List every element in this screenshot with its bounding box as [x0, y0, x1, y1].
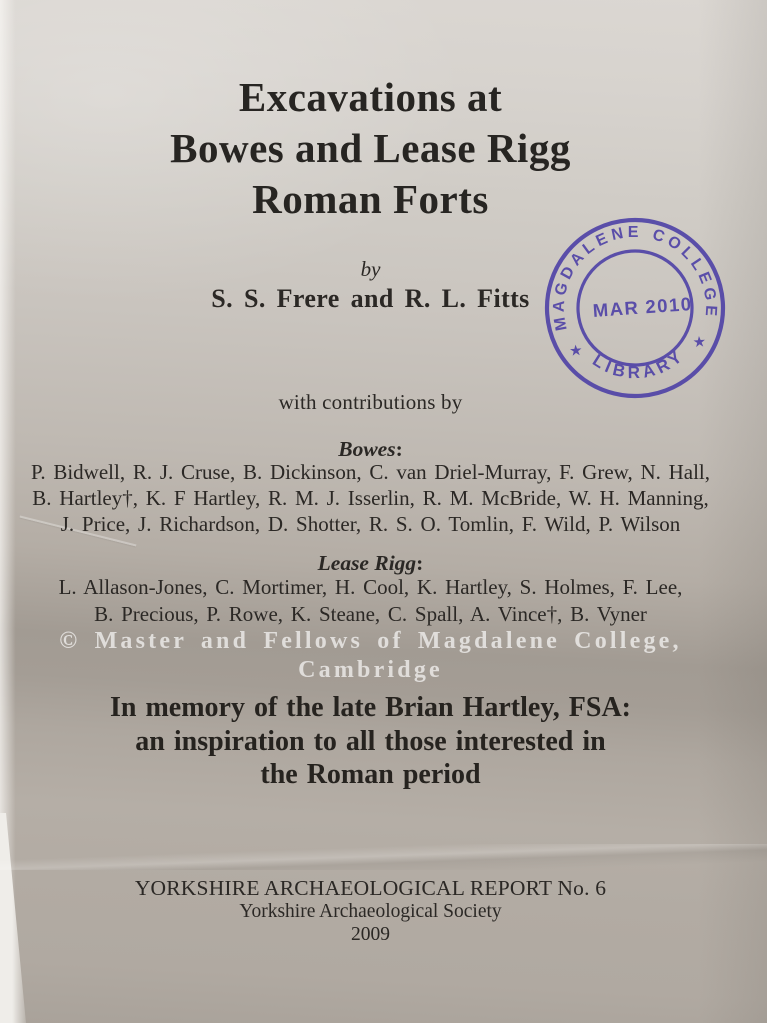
bowes-contributors-line-3: J. Price, J. Richardson, D. Shotter, R. S. O. Tomlin, F. Wild, P. Wilson: [60, 511, 681, 536]
lease-rigg-contributors-line-2: B. Precious, P. Rowe, K. Steane, C. Spall, A. Vince†, B. Vyner: [94, 601, 647, 626]
lease-rigg-heading-name: Lease Rigg: [317, 551, 417, 575]
dedication: [0, 691, 741, 792]
bowes-contributors-line-1: P. Bidwell, R. J. Cruse, B. Dickinson, C. van Driel-Murray, F. Grew, N. Hall,: [30, 460, 711, 484]
stamp-bottom-arc-text: [588, 344, 690, 385]
lease-rigg-heading-colon: :: [416, 551, 424, 575]
copyright-watermark-line-2: Cambridge: [298, 657, 443, 683]
book-title: [0, 72, 741, 225]
bowes-contributors: [0, 460, 741, 537]
imprint-year: 2009: [351, 924, 390, 945]
bowes-heading-name: Bowes: [338, 437, 396, 461]
bowes-contributors-line-2: B. Hartley†, K. F Hartley, R. M. J. Isserlin, R. M. McBride, W. H. Manning,: [32, 485, 709, 510]
imprint-series: YORKSHIRE ARCHAEOLOGICAL REPORT No. 6: [134, 876, 607, 900]
dedication-line-1: In memory of the late Brian Hartley, FSA:: [109, 692, 632, 723]
book-title-line-1: Excavations at: [238, 74, 503, 120]
book-title-line-2: Bowes and Lease Rigg: [170, 125, 571, 171]
byline-label: by: [360, 257, 381, 281]
imprint-publisher: Yorkshire Archaeological Society: [239, 901, 502, 922]
lease-rigg-heading: [0, 551, 741, 576]
authors: S. S. Frere and R. L. Fitts: [211, 284, 530, 313]
copyright-watermark: [0, 627, 741, 685]
stamp-date-month: MAR: [592, 296, 641, 321]
library-stamp: [543, 216, 727, 400]
bowes-heading-colon: :: [395, 437, 403, 461]
dedication-line-2: an inspiration to all those interested in: [135, 725, 606, 757]
lease-rigg-contributors: [0, 574, 741, 627]
stamp-star-right-icon: ★: [692, 333, 707, 352]
dedication-line-3: the Roman period: [260, 759, 481, 790]
paper-crease-horizontal: [0, 844, 767, 870]
lease-rigg-contributors-line-1: L. Allason-Jones, C. Mortimer, H. Cool, K. Hartley, S. Holmes, F. Lee,: [58, 575, 683, 599]
stamp-date-year: 2010: [644, 293, 694, 318]
stamp-college-name: MAGDALENE COLLEGE: [550, 224, 720, 332]
copyright-watermark-line-1: © Master and Fellows of Magdalene College,: [59, 628, 682, 654]
library-stamp-graphic: [543, 216, 727, 400]
bowes-heading: [0, 437, 741, 462]
contributions-intro: with contributions by: [278, 390, 463, 414]
stamp-star-left-icon: ★: [568, 341, 584, 360]
book-title-line-3: Roman Forts: [252, 176, 489, 222]
stamp-library-label: LIBRARY: [589, 345, 689, 383]
